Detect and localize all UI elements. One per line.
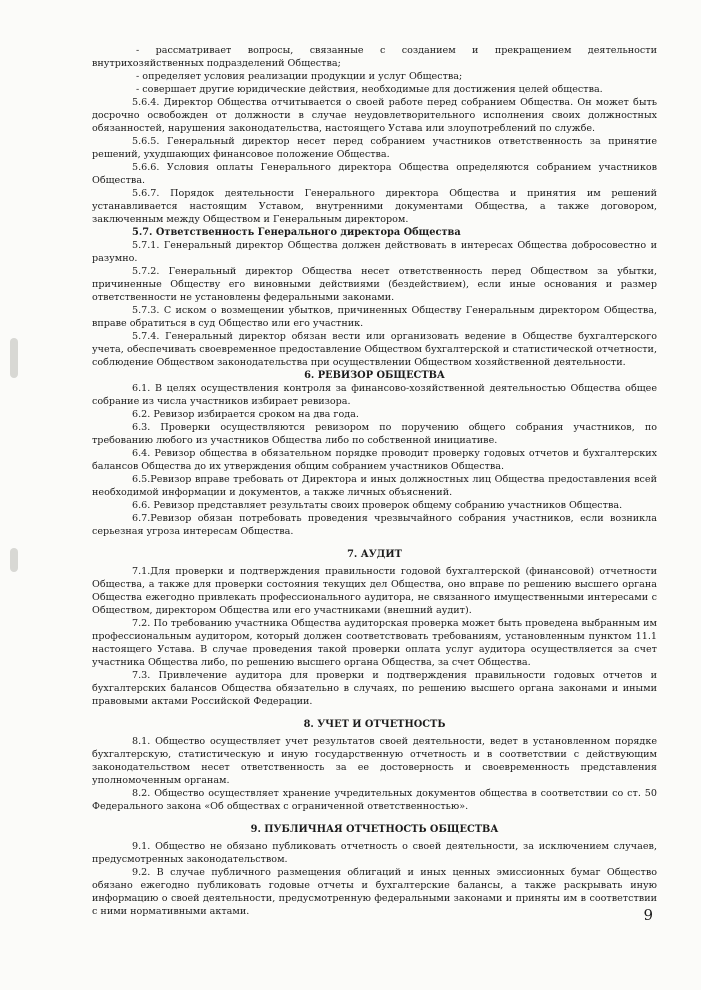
- paragraph: 5.6.5. Генеральный директор несет перед собранием участников ответственность за принятие решений, ухудшающих финансовое положение Общества.: [92, 136, 657, 160]
- paragraph: 8.2. Общество осуществляет хранение учредительных документов общества в соответствии со ст. 50 Федерального закона «Об обществах с ограниченной ответственностью».: [92, 788, 657, 812]
- paragraph: 5.7.1. Генеральный директор Общества должен действовать в интересах Общества добросовестно и разумно.: [92, 240, 657, 264]
- list-item: - определяет условия реализации продукции и услуг Общества;: [136, 71, 463, 82]
- page-number: 9: [643, 906, 653, 924]
- paragraph: 6.2. Ревизор избирается сроком на два года.: [132, 409, 359, 420]
- paragraph: 6.6. Ревизор представляет результаты своих проверок общему собранию участников Общества.: [132, 500, 623, 511]
- paragraph: 6.4. Ревизор общества в обязательном порядке проводит проверку годовых отчетов и бухгалтерских балансов Общества до их утверждения общим собранием участников Общества.: [92, 448, 657, 472]
- paragraph: 7.2. По требованию участника Общества аудиторская проверка может быть проведена выбранным им профессиональным аудитором, который должен соответствовать требованиям, установленным пунктом 11.1 настоящего Устава. В случае проведения такой проверки оплата услуг аудитора осуществляется за счет участника Общества либо, по решению высшего органа Общества, за счет Общества.: [92, 618, 657, 668]
- paragraph: 6.5.Ревизор вправе требовать от Директора и иных должностных лиц Общества предоставления всей необходимой информации и документов, а также личных объяснений.: [92, 474, 657, 498]
- paragraph: 9.1. Общество не обязано публиковать отчетность о своей деятельности, за исключением случаев, предусмотренных законодательством.: [92, 841, 657, 865]
- section-heading: 8. УЧЕТ И ОТЧЕТНОСТЬ: [303, 719, 446, 730]
- paragraph: 9.2. В случае публичного размещения облигаций и иных ценных эмиссионных бумаг Общество обязано ежегодно публиковать годовые отчеты и бухгалтерские балансы, а также раскрывать иную информацию о своей деятельности, предусмотренную федеральными законами и приняты им в соответствии с ними нормативными актами.: [92, 867, 657, 917]
- paragraph: 5.6.6. Условия оплаты Генерального директора Общества определяются собранием участников Общества.: [92, 162, 657, 186]
- document-body: [92, 44, 657, 918]
- paragraph: 5.6.4. Директор Общества отчитывается о своей работе перед собранием Общества. Он может быть досрочно освобожден от должности в случае неудовлетворительного исполнения своих должностных обязанностей, нарушения законодательства, настоящего Устава или злоупотреблений по службе.: [92, 97, 657, 134]
- paragraph: 6.7.Ревизор обязан потребовать проведения чрезвычайного собрания участников, если возникла серьезная угроза интересам Общества.: [92, 513, 657, 537]
- paragraph: 5.7.3. С иском о возмещении убытков, причиненных Обществу Генеральным директором Общества, вправе обратиться в суд Общество или его участник.: [92, 305, 657, 329]
- binding-mark: [10, 548, 18, 572]
- paragraph: 7.1.Для проверки и подтверждения правильности годовой бухгалтерской (финансовой) отчетности Общества, а также для проверки состояния текущих дел Общества, оно вправе по решению высшего органа Общества ежегодно привлекать профессионального аудитора, не связанного имущественными интересами с Обществом, директором Общества или его участниками (внешний аудит).: [92, 566, 657, 616]
- paragraph: 5.7.2. Генеральный директор Общества несет ответственность перед Обществом за убытки, причиненные Обществу его виновными действиями (бездействием), если иные основания и размер ответственности не установлены федеральными законами.: [92, 266, 657, 303]
- list-item: - совершает другие юридические действия, необходимые для достижения целей общества.: [136, 84, 603, 95]
- paragraph: 6.3. Проверки осуществляются ревизором по поручению общего собрания участников, по требованию любого из участников Общества либо по собственной инициативе.: [92, 422, 657, 446]
- paragraph: 6.1. В целях осуществления контроля за финансово-хозяйственной деятельностью Общества общее собрание из числа участников избирает ревизора.: [92, 383, 657, 407]
- paragraph: 5.6.7. Порядок деятельности Генерального директора Общества и принятия им решений устанавливается настоящим Уставом, внутренними документами Общества, а также договором, заключенным между Обществом и Генеральным директором.: [92, 188, 657, 225]
- section-heading: 7. АУДИТ: [347, 549, 402, 560]
- section-heading: 6. РЕВИЗОР ОБЩЕСТВА: [304, 370, 445, 381]
- paragraph: 5.7.4. Генеральный директор обязан вести или организовать ведение в Обществе бухгалтерского учета, обеспечивать своевременное предоставление Обществом бухгалтерской и статистической отчетности, соблюдение Обществом законодательства при осуществлении Обществом хозяйственной деятельности.: [92, 331, 657, 368]
- binding-mark: [10, 338, 18, 378]
- section-heading: 9. ПУБЛИЧНАЯ ОТЧЕТНОСТЬ ОБЩЕСТВА: [250, 824, 499, 835]
- paragraph: 7.3. Привлечение аудитора для проверки и подтверждения правильности годовых отчетов и бухгалтерских балансов Общества обязательно в случаях, по решению высшего органа законами и иными правовыми актами Российской Федерации.: [92, 670, 657, 707]
- section-heading: 5.7. Ответственность Генерального директора Общества: [132, 227, 461, 238]
- paragraph: 8.1. Общество осуществляет учет результатов своей деятельности, ведет в установленном порядке бухгалтерскую, статистическую и иную государственную отчетность и в соответствии с действующим законодательством несет ответственность за ее достоверность и своевременность представления уполномоченным органам.: [92, 736, 657, 786]
- list-item: - рассматривает вопросы, связанные с созданием и прекращением деятельности внутрихозяйственных подразделений Общества;: [92, 45, 657, 69]
